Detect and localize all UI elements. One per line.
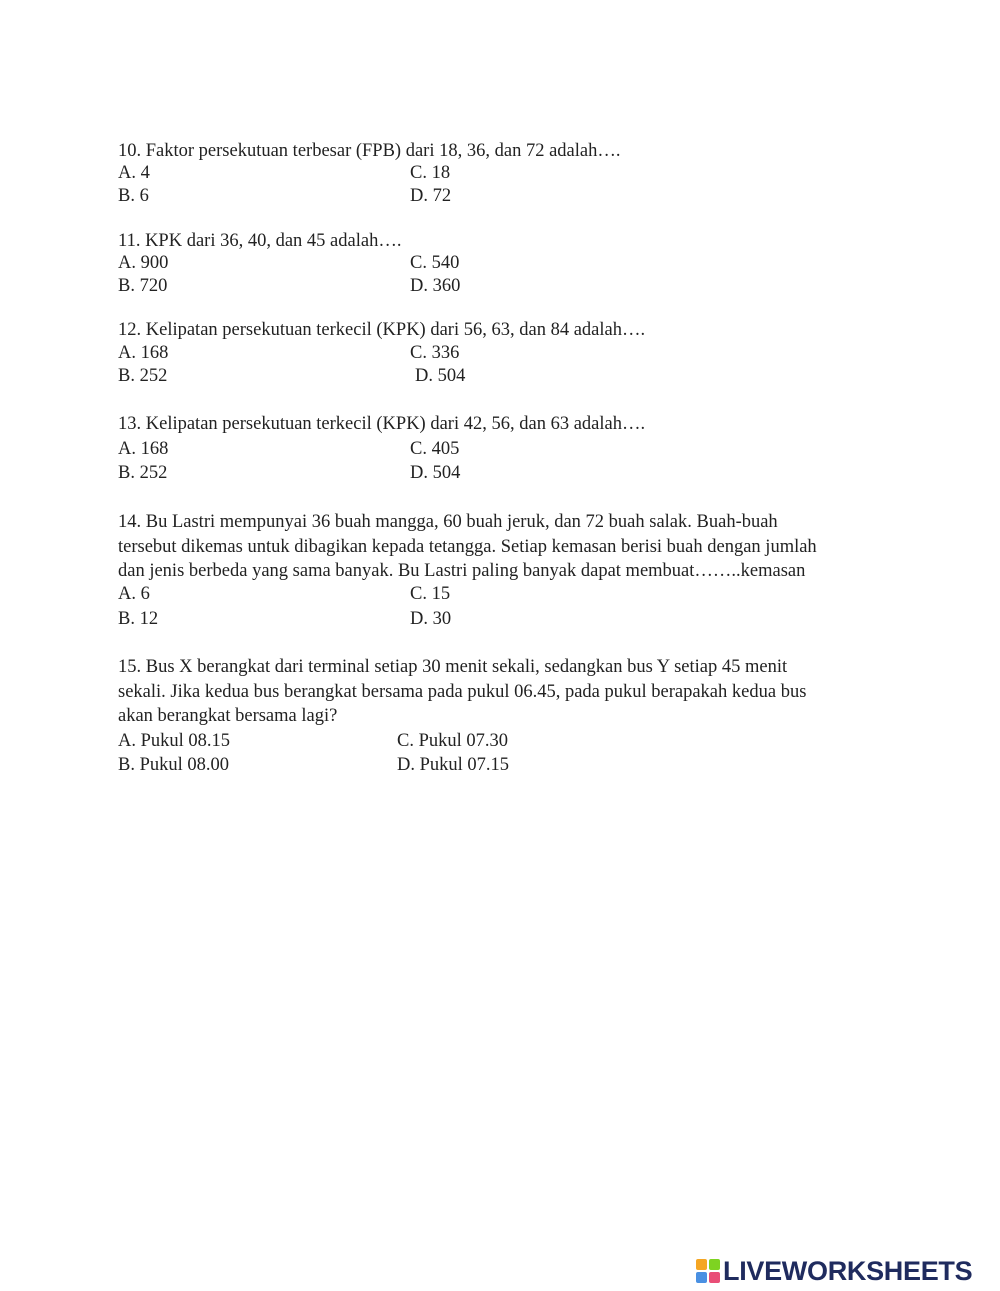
option-a[interactable]: A. 4 — [118, 163, 150, 183]
option-d[interactable]: D. 72 — [410, 186, 452, 206]
question-stem-line-1: 15. Bus X berangkat dari terminal setiap 30 menit sekali, sedangkan bus Y setiap 45 menit — [118, 657, 788, 677]
logo-square-pink — [709, 1272, 720, 1283]
logo-square-blue — [696, 1272, 707, 1283]
option-d[interactable]: D. 504 — [410, 463, 461, 483]
option-c[interactable]: C. 336 — [410, 343, 460, 363]
liveworksheets-brand[interactable] — [696, 1256, 972, 1286]
option-c[interactable]: C. 540 — [410, 253, 460, 273]
option-d[interactable]: D. Pukul 07.15 — [397, 755, 510, 775]
question-stem: 11. KPK dari 36, 40, dan 45 adalah…. — [118, 231, 402, 251]
question-stem: 13. Kelipatan persekutuan terkecil (KPK) dari 42, 56, dan 63 adalah…. — [118, 414, 646, 434]
option-a[interactable]: A. 900 — [118, 253, 169, 273]
option-b[interactable]: B. Pukul 08.00 — [118, 755, 230, 775]
option-a[interactable]: A. 6 — [118, 584, 150, 604]
option-a[interactable]: A. Pukul 08.15 — [118, 731, 231, 751]
liveworksheets-logo-icon — [696, 1259, 720, 1283]
option-b[interactable]: B. 12 — [118, 609, 159, 629]
question-stem: 10. Faktor persekutuan terbesar (FPB) dari 18, 36, dan 72 adalah…. — [118, 141, 621, 161]
option-c[interactable]: C. 405 — [410, 439, 460, 459]
question-stem-line-3: akan berangkat bersama lagi? — [118, 706, 338, 726]
option-d[interactable]: D. 360 — [410, 276, 461, 296]
question-stem-line-1: 14. Bu Lastri mempunyai 36 buah mangga, 60 buah jeruk, dan 72 buah salak. Buah-buah — [118, 512, 778, 532]
option-b[interactable]: B. 6 — [118, 186, 149, 206]
logo-square-orange — [696, 1259, 707, 1270]
question-stem-line-3: dan jenis berbeda yang sama banyak. Bu Lastri paling banyak dapat membuat……..kemasan — [118, 561, 806, 581]
option-a[interactable]: A. 168 — [118, 439, 169, 459]
question-stem: 12. Kelipatan persekutuan terkecil (KPK) dari 56, 63, dan 84 adalah…. — [118, 320, 646, 340]
option-b[interactable]: B. 252 — [118, 463, 168, 483]
option-d[interactable]: D. 504 — [415, 366, 466, 386]
option-c[interactable]: C. 18 — [410, 163, 451, 183]
question-stem-line-2: sekali. Jika kedua bus berangkat bersama pada pukul 06.45, pada pukul berapakah kedua bus — [118, 682, 807, 702]
option-a[interactable]: A. 168 — [118, 343, 169, 363]
option-d[interactable]: D. 30 — [410, 609, 452, 629]
option-c[interactable]: C. Pukul 07.30 — [397, 731, 509, 751]
logo-square-green — [709, 1259, 720, 1270]
option-b[interactable]: B. 252 — [118, 366, 168, 386]
brand-name: LIVEWORKSHEETS — [723, 1255, 973, 1286]
question-stem-line-2: tersebut dikemas untuk dibagikan kepada tetangga. Setiap kemasan berisi buah dengan jumlah — [118, 537, 817, 557]
option-b[interactable]: B. 720 — [118, 276, 168, 296]
option-c[interactable]: C. 15 — [410, 584, 451, 604]
